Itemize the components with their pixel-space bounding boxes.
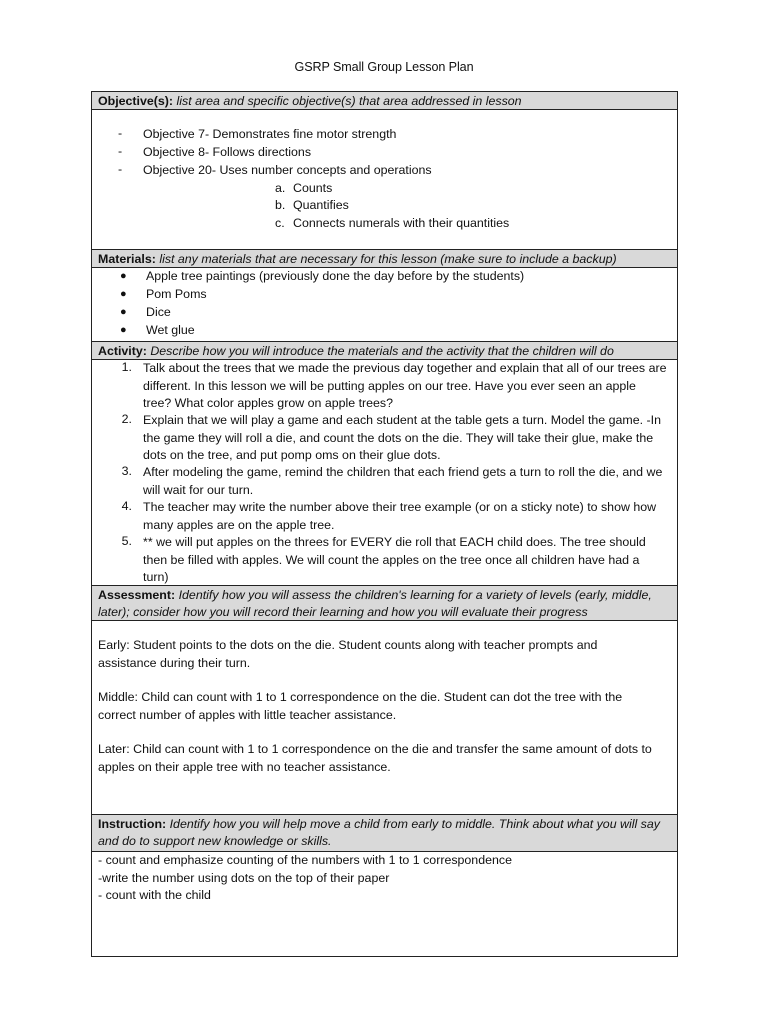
material-item: Apple tree paintings (previously done the day before by the students) [146,269,525,283]
bullet-icon: ● [120,270,127,282]
activity-step: The teacher may write the number above their tree example (or on a sticky note) to show how many apples are on the apple tree. [143,500,657,532]
activity-label: Activity: [98,344,147,358]
instruction-label: Instruction: [98,817,167,831]
objective-item: Objective 8- Follows directions [143,145,312,159]
instruction-prompt: Identify how you will help move a child from early to middle. Think about what you will say and do to support new knowledge or skills. [98,817,660,848]
objective-item: Objective 20- Uses number concepts and operations [143,163,432,177]
activity-header [92,342,677,360]
assessment-section [92,621,677,815]
step-number: 3. [121,464,132,478]
instruction-item: - count with the child [98,888,211,902]
list-dash: - [118,126,123,140]
assessment-header [92,586,677,621]
assessment-label: Assessment: [98,588,176,602]
assessment-middle: Middle: Child can count with 1 to 1 correspondence on the die. Student can dot the tree with the correct number of apples with little teacher assistance. [98,690,623,722]
assessment-later: Later: Child can count with 1 to 1 correspondence on the die and transfer the same amount of dots to apples on their apple tree with no teacher assistance. [98,742,652,774]
material-item: Wet glue [146,323,195,337]
step-number: 1. [121,360,132,374]
activity-step: ** we will put apples on the threes for EVERY die roll that EACH child does. The tree should then be filled with apples. We will count the apples on the tree once all children have had a turn) [143,535,646,584]
activity-step: After modeling the game, remind the children that each friend gets a turn to roll the die, and we will wait for our turn. [143,465,663,497]
bullet-icon: ● [120,288,127,300]
activity-step: Talk about the trees that we made the previous day together and explain that all of our trees are different. In this lesson we will be putting apples on our tree. Have you ever seen an apple tree? What color apples grow on apple trees? [143,361,667,410]
material-item: Pom Poms [146,287,207,301]
lesson-plan-table [91,91,678,957]
instruction-header [92,815,677,852]
step-number: 4. [121,499,132,513]
step-number: 5. [121,534,132,548]
sub-item-text: Quantifies [293,198,349,212]
document-title: GSRP Small Group Lesson Plan [294,60,474,74]
activity-prompt: Describe how you will introduce the materials and the activity that the children will do [150,344,614,358]
sub-item-marker: c. [275,216,285,230]
bullet-icon: ● [120,324,127,336]
objectives-label: Objective(s): [98,94,174,108]
activity-section [92,360,677,586]
sub-item-marker: b. [275,198,286,212]
assessment-early: Early: Student points to the dots on the die. Student counts along with teacher prompts and assistance during their turn. [98,638,598,670]
list-dash: - [118,144,123,158]
materials-header [92,250,677,268]
bullet-icon: ● [120,306,127,318]
sub-item-marker: a. [275,181,286,195]
materials-prompt: list any materials that are necessary for this lesson (make sure to include a backup) [159,252,617,266]
material-item: Dice [146,305,171,319]
objectives-section [92,110,677,250]
instruction-section [92,852,677,956]
list-dash: - [118,162,123,176]
step-number: 2. [121,412,132,426]
sub-item-text: Counts [293,181,333,195]
materials-label: Materials: [98,252,156,266]
activity-step: Explain that we will play a game and each student at the table gets a turn. Model the game. -In the game they will roll a die, and count the dots on the die. They will take their glue, make the dots on the tree, and put pomp oms on their glue dots. [143,413,661,462]
instruction-item: - count and emphasize counting of the numbers with 1 to 1 correspondence [98,853,512,867]
objectives-header [92,92,677,110]
objective-item: Objective 7- Demonstrates fine motor strength [143,127,397,141]
objectives-prompt: list area and specific objective(s) that area addressed in lesson [176,94,522,108]
materials-section [92,268,677,342]
instruction-item: -write the number using dots on the top of their paper [98,871,390,885]
sub-item-text: Connects numerals with their quantities [293,216,510,230]
assessment-prompt: Identify how you will assess the children's learning for a variety of levels (early, middle, later); consider how you will record their learning and how you will evaluate their progress [98,588,652,619]
